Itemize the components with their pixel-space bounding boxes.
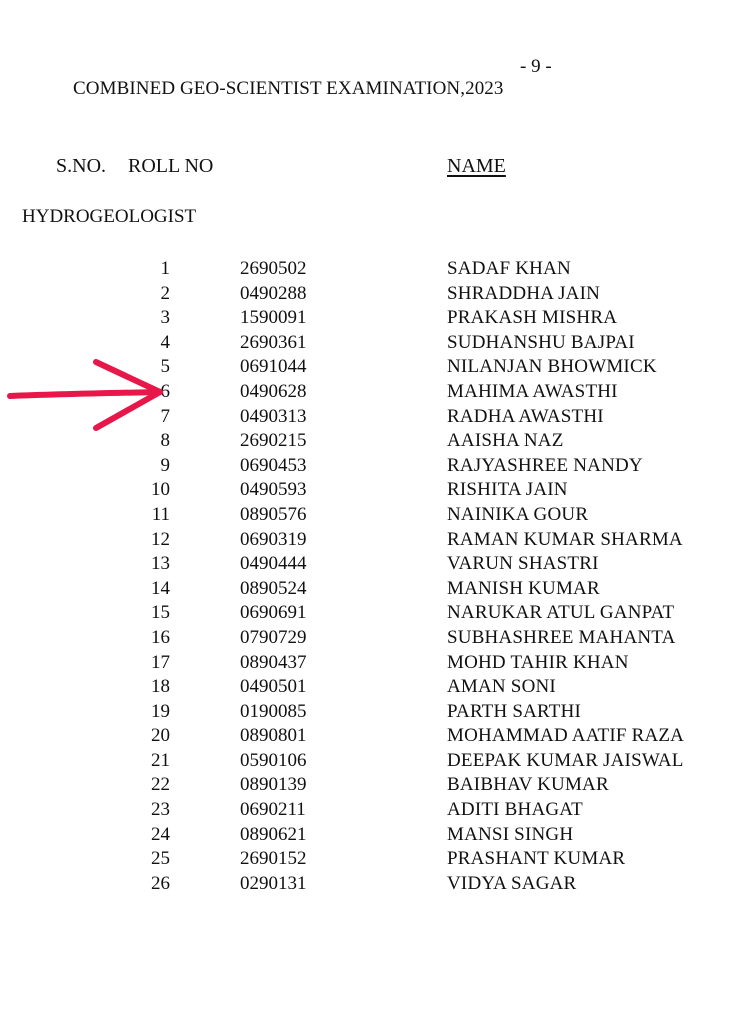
cell-name: MANSI SINGH: [447, 823, 574, 845]
cell-roll-no: 0890437: [240, 651, 307, 673]
cell-sno: 21: [151, 749, 170, 771]
cell-roll-no: 0490593: [240, 479, 307, 501]
table-row: [0, 798, 735, 823]
cell-roll-no: 0190085: [240, 700, 307, 722]
cell-roll-no: 0490444: [240, 553, 307, 575]
table-row: [0, 577, 735, 602]
cell-name: PRAKASH MISHRA: [447, 307, 618, 329]
table-row: [0, 773, 735, 798]
cell-sno: 17: [151, 651, 170, 673]
cell-sno: 11: [151, 503, 170, 525]
table-row: [0, 724, 735, 749]
column-header-name: NAME: [447, 155, 506, 177]
table-row: [0, 257, 735, 282]
cell-sno: 26: [151, 872, 170, 894]
cell-roll-no: 0790729: [240, 626, 307, 648]
cell-name: AAISHA NAZ: [447, 430, 564, 452]
cell-sno: 7: [160, 405, 170, 427]
cell-roll-no: 0290131: [240, 872, 307, 894]
cell-name: SADAF KHAN: [447, 258, 571, 279]
table-row: [0, 675, 735, 700]
cell-name: RADHA AWASTHI: [447, 405, 604, 427]
table-row: [0, 626, 735, 651]
table-row: [0, 651, 735, 676]
cell-sno: 15: [151, 602, 170, 624]
cell-roll-no: 2690215: [240, 430, 307, 452]
cell-name: NARUKAR ATUL GANPAT: [447, 602, 675, 624]
cell-sno: 10: [151, 479, 170, 501]
table-row: [0, 282, 735, 307]
cell-roll-no: 0590106: [240, 749, 307, 771]
table-row: [0, 454, 735, 479]
cell-roll-no: 0690211: [240, 799, 306, 821]
cell-roll-no: 0890524: [240, 577, 307, 599]
table-row: [0, 872, 735, 897]
cell-name: MOHD TAHIR KHAN: [447, 651, 629, 673]
cell-sno: 8: [160, 430, 170, 452]
cell-name: VARUN SHASTRI: [447, 553, 599, 575]
cell-sno: 3: [160, 307, 170, 329]
cell-name: VIDYA SAGAR: [447, 872, 577, 894]
cell-roll-no: 2690152: [240, 848, 307, 870]
table-row: [0, 601, 735, 626]
cell-sno: 13: [151, 553, 170, 575]
cell-sno: 23: [151, 799, 170, 821]
cell-roll-no: 0690691: [240, 602, 307, 624]
table-row: [0, 528, 735, 553]
cell-roll-no: 2690502: [240, 258, 307, 279]
cell-sno: 19: [151, 700, 170, 722]
cell-roll-no: 0890576: [240, 503, 307, 525]
table-row: [0, 823, 735, 848]
column-header-sno: S.NO.: [56, 155, 107, 177]
cell-name: PRASHANT KUMAR: [447, 848, 626, 870]
cell-name: PARTH SARTHI: [447, 700, 582, 722]
table-row: [0, 478, 735, 503]
cell-name: SUBHASHREE MAHANTA: [447, 626, 676, 648]
cell-sno: 4: [160, 331, 170, 353]
table-row: [0, 503, 735, 528]
table-row: [0, 552, 735, 577]
section-title: HYDROGEOLOGIST: [22, 206, 197, 227]
red-arrow-icon: [0, 350, 180, 440]
cell-sno: 24: [151, 823, 170, 845]
exam-title: COMBINED GEO-SCIENTIST EXAMINATION,2023: [73, 78, 504, 99]
cell-sno: 12: [151, 528, 170, 550]
cell-roll-no: 0890621: [240, 823, 307, 845]
cell-name: BAIBHAV KUMAR: [447, 774, 609, 796]
cell-sno: 5: [160, 356, 170, 378]
cell-roll-no: 0490501: [240, 676, 307, 698]
cell-roll-no: 0690453: [240, 454, 307, 476]
cell-sno: 6: [160, 380, 170, 402]
cell-name: SHRADDHA JAIN: [447, 282, 601, 304]
table-row: [0, 306, 735, 331]
cell-sno: 16: [151, 626, 170, 648]
cell-sno: 14: [151, 577, 170, 599]
cell-name: RAJYASHREE NANDY: [447, 454, 643, 476]
cell-roll-no: 0890139: [240, 774, 307, 796]
cell-roll-no: 0490628: [240, 380, 307, 402]
column-header-roll: ROLL NO: [128, 155, 214, 177]
table-row: [0, 847, 735, 872]
cell-roll-no: 0691044: [240, 356, 307, 378]
cell-name: MANISH KUMAR: [447, 577, 600, 599]
cell-name: RAMAN KUMAR SHARMA: [447, 528, 683, 550]
cell-sno: 22: [151, 774, 170, 796]
cell-sno: 2: [160, 282, 170, 304]
cell-name: NAINIKA GOUR: [447, 503, 589, 525]
cell-roll-no: 1590091: [240, 307, 307, 329]
cell-name: ADITI BHAGAT: [447, 799, 583, 821]
cell-roll-no: 0890801: [240, 725, 307, 747]
cell-name: SUDHANSHU BAJPAI: [447, 331, 635, 353]
cell-name: NILANJAN BHOWMICK: [447, 356, 657, 378]
cell-name: MOHAMMAD AATIF RAZA: [447, 725, 685, 747]
page-number: - 9 -: [520, 56, 552, 77]
cell-roll-no: 0690319: [240, 528, 307, 550]
cell-sno: 20: [151, 725, 170, 747]
cell-name: RISHITA JAIN: [447, 479, 568, 501]
cell-roll-no: 0490288: [240, 282, 307, 304]
cell-name: MAHIMA AWASTHI: [447, 380, 618, 402]
table-row: [0, 700, 735, 725]
cell-roll-no: 0490313: [240, 405, 307, 427]
cell-sno: 1: [160, 258, 170, 279]
cell-sno: 25: [151, 848, 170, 870]
cell-name: AMAN SONI: [447, 676, 556, 698]
cell-sno: 9: [160, 454, 170, 476]
cell-sno: 18: [151, 676, 170, 698]
table-row: [0, 749, 735, 774]
cell-name: DEEPAK KUMAR JAISWAL: [447, 749, 684, 771]
cell-roll-no: 2690361: [240, 331, 307, 353]
